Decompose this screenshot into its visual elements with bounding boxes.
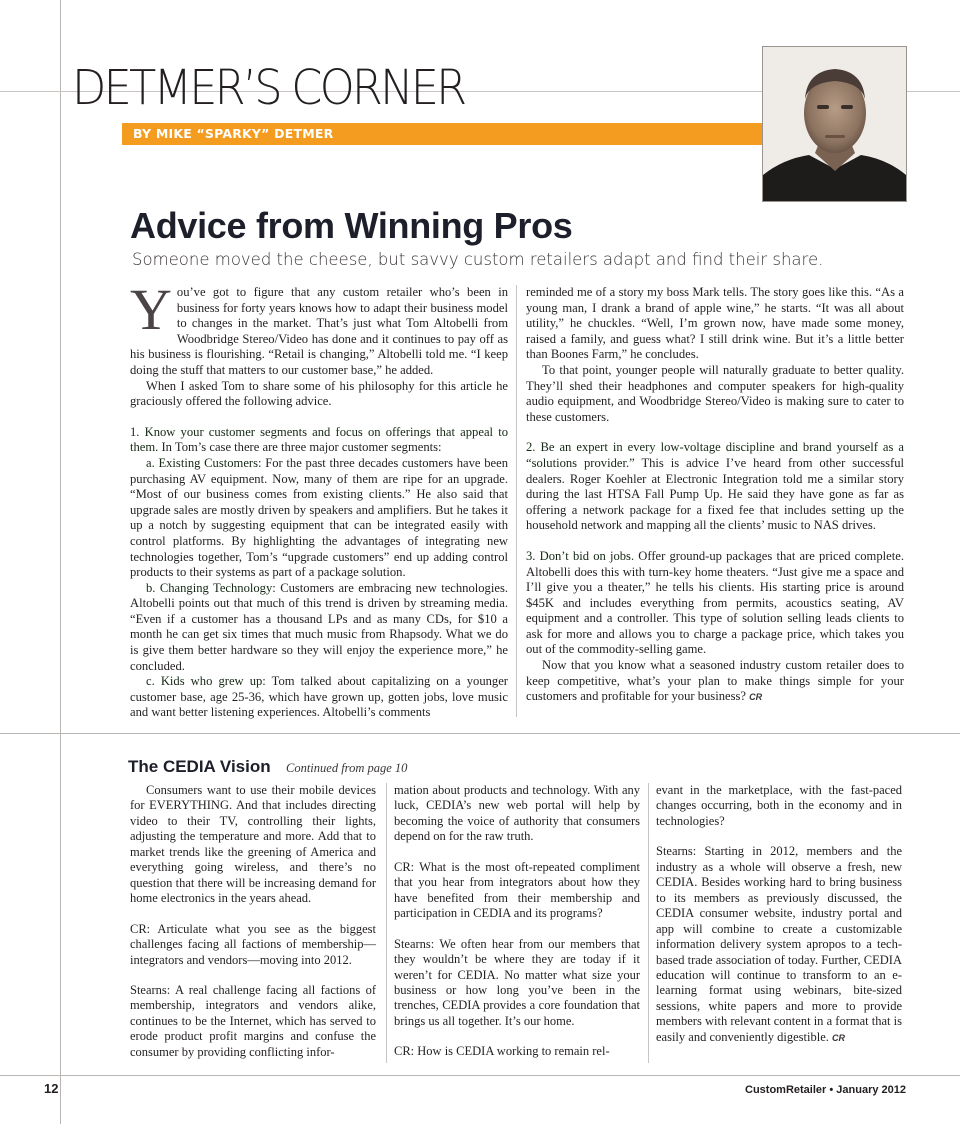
segment-a: a. Existing Customers: For the past three decades customers have been purchasing AV equipment. Now, many of them are ripe for an upgrade. “Most of our business comes from existing clients.” He also said that upgrade sales are mostly driven by speakers and amplifiers. But he takes it up a notch by suggesting equipment that can be integrated easily with control platforms. By highlighting the advantages of integrating new technologies together, Tom’s “upgrade customers” end up adding control products to their systems as part of a package solution. bbox=[130, 455, 508, 580]
footer-rule bbox=[0, 1075, 960, 1076]
paragraph: To that point, younger people will naturally graduate to better quality. They’ll shed their headphones and computer speakers for high-quality audio equipment, and Woodbridge Stereo/Video is making sure to cater to these customers. bbox=[526, 362, 904, 424]
drop-cap: Y bbox=[130, 277, 172, 342]
column-title: DETMER’S CORNER bbox=[72, 60, 465, 116]
interview-answer: Stearns: We often hear from our members that they wouldn’t be where they are today if it weren’t for CEDIA. No matter what size your business or how long you’ve been in the trenches, CEDIA provides a core foundation that brings us all together. It’s our home. bbox=[394, 936, 640, 1028]
segment-c-heading: c. Kids who grew up: bbox=[146, 674, 266, 689]
interview-question: CR: How is CEDIA working to remain rel- bbox=[394, 1044, 610, 1059]
interview-question: CR: Articulate what you see as the biggest challenges facing all factions of membership—integrators and vendors—moving into 2012. bbox=[130, 921, 376, 967]
segment-c: c. Kids who grew up: Tom talked about capitalizing on a younger customer base, age 25-36, which have grown up, gotten jobs, love music and want better listening experiences. Altobelli’s comments bbox=[130, 674, 508, 720]
end-mark: CR bbox=[749, 692, 763, 703]
advice-2: 2. Be an expert in every low-voltage discipline and brand yourself as a “solutions provider.” This is advice I’ve heard from other successful dealers. Roger Koehler at Electronic Integration told me a similar story during the last HTSA Fall Pump Up. He said they have gone as far as offering a network package for a fixed fee that includes setting up the household network and mapping all the clients’ music to NAS drives. bbox=[526, 440, 905, 533]
article-column-1 bbox=[130, 277, 508, 721]
publication-footer: CustomRetailer • January 2012 bbox=[745, 1084, 906, 1096]
interview-answer: Stearns: Starting in 2012, members and the industry as a whole will observe a fresh, new CEDIA. Besides working hard to bring business to its members as previously discussed, the CEDIA consumer website, industry portal and app will combine to create a customizable information delivery system apropos to a tech-based trade association of today. Further, CEDIA education will continue to transform to an e-learning format using webinars, bite-sized sessions, white papers and more to provide members with relevant content in a format that is easily and conveniently digestible. CR bbox=[656, 844, 902, 1044]
advice-3-heading: 3. Don’t bid on jobs. bbox=[526, 548, 635, 563]
article-deck: Someone moved the cheese, but savvy custom retailers adapt and find their share. bbox=[132, 250, 824, 269]
paragraph: mation about products and technology. With any luck, CEDIA’s new web portal will help by becoming the voice of authority that consumers depend on for the raw truth. bbox=[394, 783, 640, 844]
advice-3: 3. Don’t bid on jobs. Offer ground-up packages that are priced complete. Altobelli does this with turn-key home theaters. “Just give me a space and I’ll give you a theater,” he tells his clients. His starting price is around $45K and includes everything from permits, acoustics seating, AV equipment and a controller. This type of solution selling leads clients to ask for more and allows you to charge a package price, which takes you out of the commodity-selling game. bbox=[526, 548, 904, 657]
column-divider bbox=[386, 783, 387, 1063]
speaker-label: Stearns: bbox=[656, 844, 697, 859]
advice-2-heading: 2. Be an expert in every low-voltage discipline and brand yourself as a “solutions provider.” bbox=[526, 440, 904, 470]
advice-1: 1. Know your customer segments and focus on offerings that appeal to them. In Tom’s case there are three major customer segments: bbox=[130, 424, 508, 455]
left-margin-rule bbox=[60, 0, 61, 1124]
column-divider bbox=[516, 285, 517, 717]
page-number: 12 bbox=[44, 1081, 59, 1096]
section-rule bbox=[0, 733, 960, 734]
paragraph: When I asked Tom to share some of his philosophy for this article he graciously offered the following advice. bbox=[130, 378, 508, 409]
interview-question: CR: What is the most oft-repeated compliment that you hear from integrators about how they have benefited from their membership and participation in CEDIA and its programs? bbox=[394, 859, 640, 921]
paragraph: Consumers want to use their mobile devices for EVERYTHING. And that includes directing video to their TV, controlling their lights, adjusting the temperature and more. Add that to market trends like the greening of America and everything going wireless, and there’s no question that there will be increasing demand for home electronics in the years ahead. bbox=[130, 783, 376, 906]
intro-paragraph: You’ve got to figure that any custom retailer who’s been in business for forty years knows how to adapt their business model to changes in the market. That’s just what Tom Altobelli from Woodbridge Stereo/Video has done and it continues to pay off as his business is flourishing. “Retail is changing,” Altobelli told me. “I keep doing the stuff that matters to our customer base,” he added. bbox=[130, 277, 508, 377]
cedia-column-2 bbox=[394, 783, 640, 1060]
speaker-label: Stearns: bbox=[130, 982, 171, 997]
byline: BY MIKE “SPARKY” DETMER bbox=[133, 126, 334, 141]
interview-answer: Stearns: A real challenge facing all factions of membership, integrators and vendors alike, continues to be the Internet, which has served to erode product profit margins and confuse the consumer by providing conflicting infor- bbox=[130, 982, 376, 1059]
cedia-column-1 bbox=[130, 783, 376, 1060]
article-headline: Advice from Winning Pros bbox=[130, 205, 573, 246]
paragraph: reminded me of a story my boss Mark tells. The story goes like this. “As a young man, I drank a brand of apple wine,” he starts. “It was all about utility,” he chuckles. “Well, I’m grown now, have made some money, raised a family, and guess what? I still drink wine. But it’s a little better than Boones Farm,” he concludes. bbox=[526, 285, 904, 362]
continued-from-label: Continued from page 10 bbox=[286, 761, 408, 775]
advice-1-heading: 1. Know your customer segments and focus on offerings that appeal to them. bbox=[130, 424, 508, 455]
closing-paragraph: Now that you know what a seasoned industry custom retailer does to keep competitive, what’s your plan to make things simple for your customers and profitable for your business? CR bbox=[526, 658, 904, 704]
segment-b-heading: b. Changing Technology: bbox=[146, 580, 276, 595]
column-divider bbox=[648, 783, 649, 1063]
cedia-column-3 bbox=[656, 783, 902, 1046]
segment-b: b. Changing Technology: Customers are embracing new technologies. Altobelli points out that much of this trend is driven by streaming media. “Even if a customer has a thousand LPs and as many CDs, for $10 a month he can get six times that much music from Rhapsody. What we do is give them better hardware so they will enjoy the experience more,” he concluded. bbox=[130, 580, 508, 673]
author-portrait-image bbox=[763, 47, 906, 201]
cedia-section-title: The CEDIA Vision bbox=[128, 757, 271, 776]
article-column-2 bbox=[526, 285, 904, 706]
speaker-label: Stearns: bbox=[394, 936, 435, 951]
segment-a-heading: a. Existing Customers: bbox=[146, 455, 262, 470]
interview-question: evant in the marketplace, with the fast-paced changes occurring, both in the economy and in technologies? bbox=[656, 783, 902, 828]
author-photo bbox=[762, 46, 907, 202]
end-mark: CR bbox=[832, 1032, 845, 1043]
